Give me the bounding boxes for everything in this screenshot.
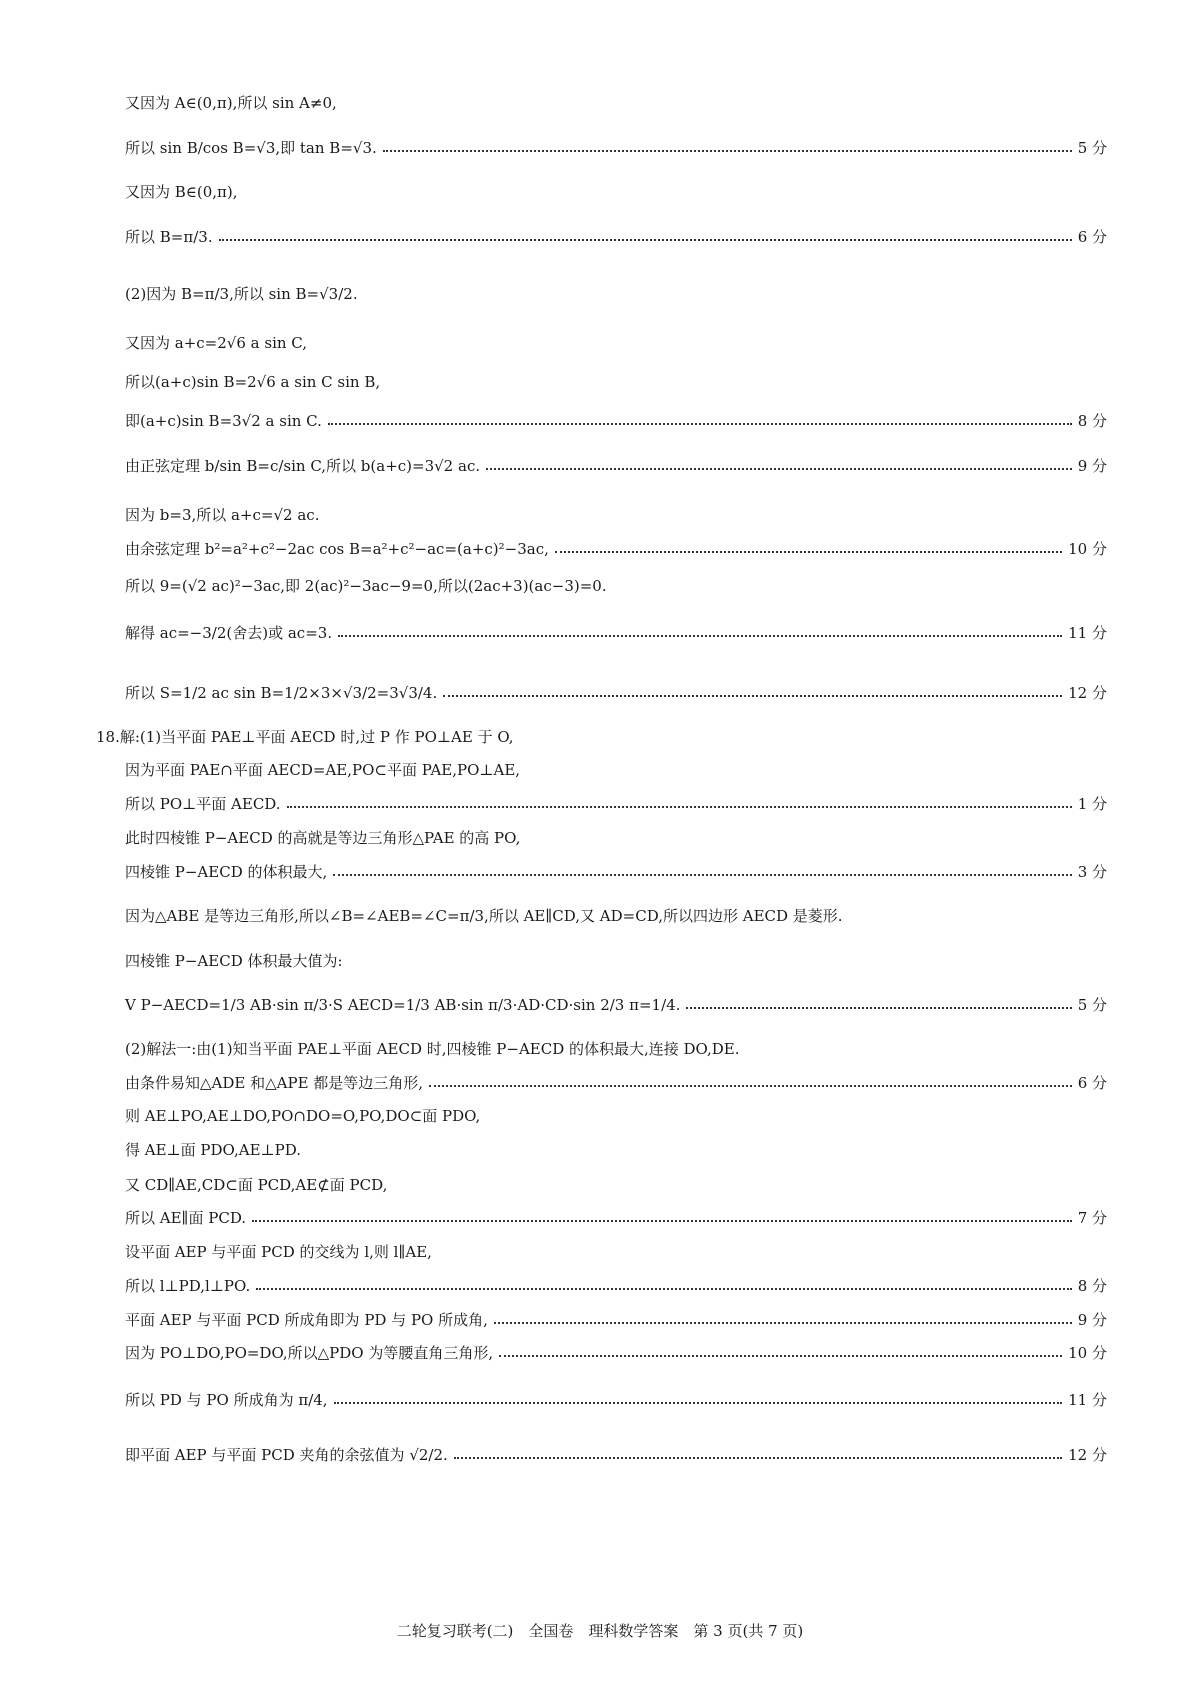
line-text: 因为 b=3,所以 a+c=√2 ac. xyxy=(125,506,320,524)
line-text: (2)解法一:由(1)知当平面 PAE⊥平面 AECD 时,四棱锥 P−AECD 的体积最大,连接 DO,DE. xyxy=(125,1040,740,1058)
solution-line xyxy=(125,994,1107,1015)
line-text: 由条件易知△ADE 和△APE 都是等边三角形, xyxy=(125,1074,424,1092)
page-footer: 二轮复习联考(二) 全国卷 理科数学答案 第 3 页(共 7 页) xyxy=(396,1622,804,1640)
solution-line xyxy=(125,371,1107,392)
line-text: 因为平面 PAE∩平面 AECD=AE,PO⊂平面 PAE,PO⊥AE, xyxy=(125,761,521,779)
solution-line xyxy=(125,905,1107,926)
line-text: 平面 AEP 与平面 PCD 所成角即为 PD 与 PO 所成角, xyxy=(125,1311,488,1329)
line-text: 所以 S=1/2 ac sin B=1/2×3×√3/2=3√3/4. xyxy=(125,684,438,702)
dot-leader xyxy=(429,1085,1072,1087)
dot-leader xyxy=(328,423,1072,425)
solution-line xyxy=(125,1174,1107,1195)
solution-line xyxy=(125,1444,1107,1465)
line-text: 得 AE⊥面 PDO,AE⊥PD. xyxy=(125,1141,301,1159)
solution-line xyxy=(125,827,1107,848)
score-label: 10 分 xyxy=(1068,1344,1107,1362)
solution-line xyxy=(125,1241,1107,1262)
line-text: 所以 B=π/3. xyxy=(125,228,213,246)
dot-leader xyxy=(383,150,1072,152)
line-text: 设平面 AEP 与平面 PCD 的交线为 l,则 l∥AE, xyxy=(125,1243,432,1261)
line-text: 又因为 B∈(0,π), xyxy=(125,183,238,201)
score-label: 1 分 xyxy=(1077,795,1107,813)
dot-leader xyxy=(443,695,1062,697)
score-label: 12 分 xyxy=(1068,684,1107,702)
line-text: 即平面 AEP 与平面 PCD 夹角的余弦值为 √2/2. xyxy=(125,1446,448,1464)
dot-leader xyxy=(686,1007,1071,1009)
line-text: 则 AE⊥PO,AE⊥DO,PO∩DO=O,PO,DO⊂面 PDO, xyxy=(125,1107,481,1125)
line-text: 由余弦定理 b²=a²+c²−2ac cos B=a²+c²−ac=(a+c)²−3ac, xyxy=(125,540,549,558)
solution-line xyxy=(125,137,1107,158)
solution-line xyxy=(96,726,1107,747)
line-text: 四棱锥 P−AECD 体积最大值为: xyxy=(125,952,343,970)
dot-leader xyxy=(252,1220,1072,1222)
dot-leader xyxy=(287,806,1072,808)
line-text: 又因为 A∈(0,π),所以 sin A≠0, xyxy=(125,94,337,112)
line-text: V P−AECD=1/3 AB·sin π/3·S AECD=1/3 AB·sin π/3·AD·CD·sin 2/3 π=1/4. xyxy=(125,995,681,1014)
line-text: 即(a+c)sin B=3√2 a sin C. xyxy=(125,412,322,430)
line-text: 因为 PO⊥DO,PO=DO,所以△PDO 为等腰直角三角形, xyxy=(125,1344,494,1362)
line-text: 所以 l⊥PD,l⊥PO. xyxy=(125,1277,251,1295)
dot-leader xyxy=(454,1457,1062,1459)
score-label: 11 分 xyxy=(1068,1391,1107,1409)
line-text: 解得 ac=−3/2(舍去)或 ac=3. xyxy=(125,624,333,642)
line-text: 四棱锥 P−AECD 的体积最大, xyxy=(125,863,328,881)
dot-leader xyxy=(494,1322,1072,1324)
dot-leader xyxy=(555,551,1062,553)
solution-line xyxy=(125,181,1107,202)
solution-line xyxy=(125,1139,1107,1160)
score-label: 6 分 xyxy=(1077,1074,1107,1092)
score-label: 12 分 xyxy=(1068,1446,1107,1464)
dot-leader xyxy=(499,1355,1062,1357)
dot-leader xyxy=(256,1288,1071,1290)
solution-line xyxy=(125,1342,1107,1363)
score-label: 7 分 xyxy=(1077,1209,1107,1227)
score-label: 5 分 xyxy=(1077,996,1107,1014)
line-text: 因为△ABE 是等边三角形,所以∠B=∠AEB=∠C=π/3,所以 AE∥CD,又 AD=CD,所以四边形 AECD 是菱形. xyxy=(125,907,843,925)
dot-leader xyxy=(486,468,1072,470)
score-label: 3 分 xyxy=(1077,863,1107,881)
solution-line xyxy=(125,410,1107,431)
solution-line xyxy=(125,1072,1107,1093)
score-label: 8 分 xyxy=(1077,1277,1107,1295)
solution-line xyxy=(125,504,1107,525)
score-label: 9 分 xyxy=(1077,457,1107,475)
solution-line xyxy=(125,622,1107,643)
line-text: 所以 PO⊥平面 AECD. xyxy=(125,795,281,813)
dot-leader xyxy=(334,1402,1063,1404)
solution-line xyxy=(125,759,1107,780)
line-text: 此时四棱锥 P−AECD 的高就是等边三角形△PAE 的高 PO, xyxy=(125,829,521,847)
solution-line xyxy=(125,283,1107,304)
solution-line xyxy=(125,682,1107,703)
score-label: 10 分 xyxy=(1068,540,1107,558)
dot-leader xyxy=(333,874,1071,876)
solution-line xyxy=(125,950,1107,971)
score-label: 11 分 xyxy=(1068,624,1107,642)
line-text: 所以(a+c)sin B=2√6 a sin C sin B, xyxy=(125,373,381,391)
score-label: 5 分 xyxy=(1077,139,1107,157)
line-text: (2)因为 B=π/3,所以 sin B=√3/2. xyxy=(125,285,358,303)
solution-line xyxy=(125,861,1107,882)
solution-line xyxy=(125,226,1107,247)
solution-line xyxy=(125,793,1107,814)
score-label: 8 分 xyxy=(1077,412,1107,430)
solution-line xyxy=(125,538,1107,559)
solution-line xyxy=(125,1275,1107,1296)
score-label: 6 分 xyxy=(1077,228,1107,246)
solution-line xyxy=(125,332,1107,353)
solution-line xyxy=(125,1207,1107,1228)
solution-line xyxy=(125,1389,1107,1410)
line-text: 又因为 a+c=2√6 a sin C, xyxy=(125,334,308,352)
line-text: 18.解:(1)当平面 PAE⊥平面 AECD 时,过 P 作 PO⊥AE 于 O, xyxy=(96,728,514,746)
score-label: 9 分 xyxy=(1077,1311,1107,1329)
solution-line xyxy=(125,92,1107,113)
line-text: 所以 sin B/cos B=√3,即 tan B=√3. xyxy=(125,139,377,157)
dot-leader xyxy=(338,635,1062,637)
line-text: 由正弦定理 b/sin B=c/sin C,所以 b(a+c)=3√2 ac. xyxy=(125,457,481,475)
solution-line xyxy=(125,575,1107,596)
line-text: 又 CD∥AE,CD⊂面 PCD,AE⊄面 PCD, xyxy=(125,1176,388,1194)
solution-line xyxy=(125,1105,1107,1126)
line-text: 所以 PD 与 PO 所成角为 π/4, xyxy=(125,1391,328,1409)
solution-line xyxy=(125,1038,1107,1059)
dot-leader xyxy=(219,239,1072,241)
line-text: 所以 9=(√2 ac)²−3ac,即 2(ac)²−3ac−9=0,所以(2ac+3)(ac−3)=0. xyxy=(125,577,607,595)
solution-line xyxy=(125,1309,1107,1330)
solution-line xyxy=(125,455,1107,476)
line-text: 所以 AE∥面 PCD. xyxy=(125,1209,247,1227)
